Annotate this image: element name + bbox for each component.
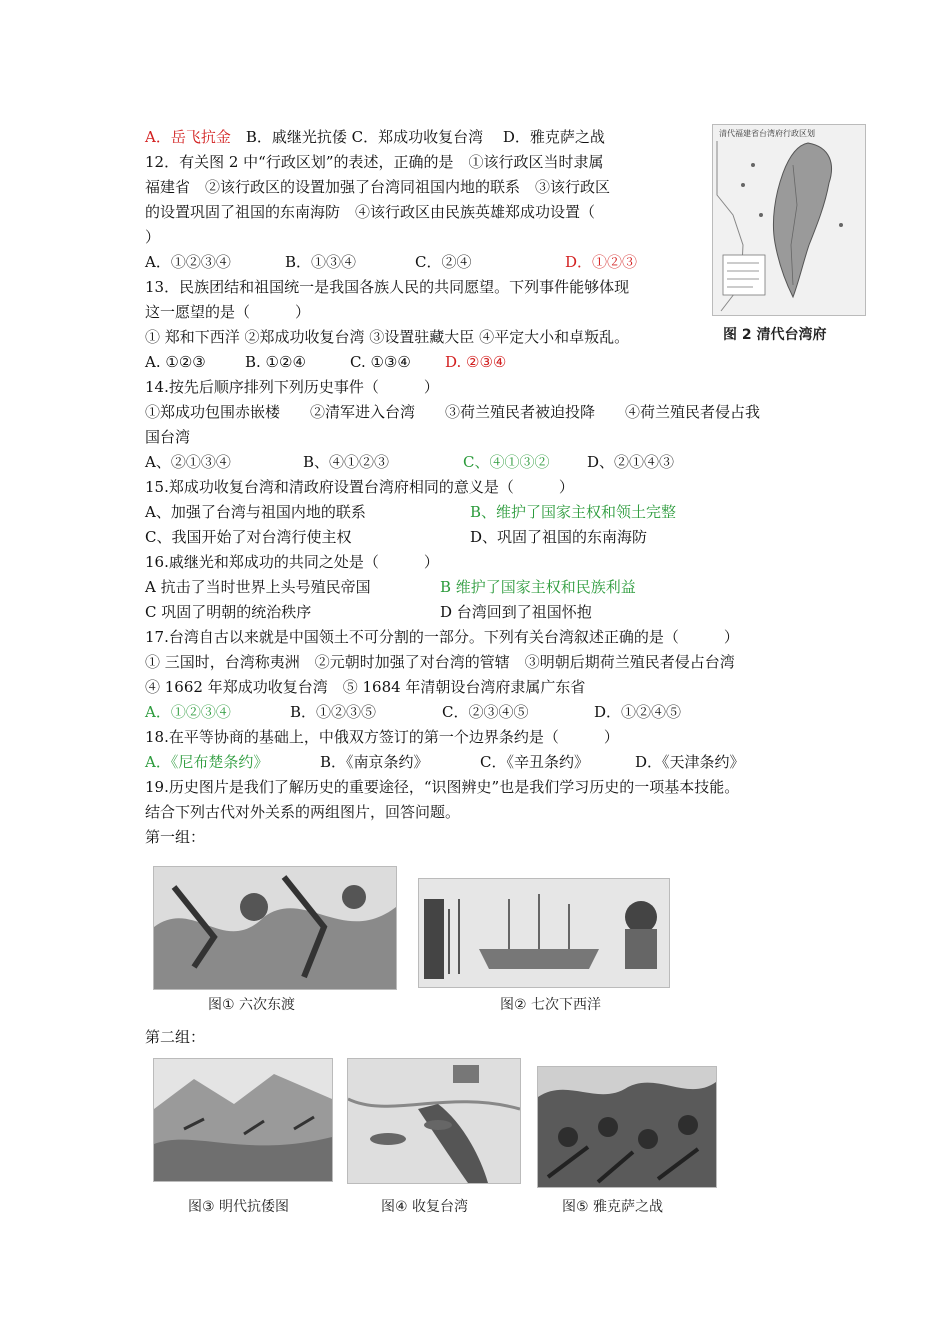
q11-options-rest: B．戚继光抗倭 C．郑成功收复台湾 D．雅克萨之战 [230, 128, 605, 146]
q12-stem-2: 福建省 ②该行政区的设置加强了台湾同祖国内地的联系 ③该行政区 [145, 178, 611, 196]
q14-options [145, 451, 674, 473]
q16-options-ab [145, 576, 636, 598]
q18-option-d: D．《天津条约》 [635, 753, 745, 771]
q13-stem-2: 这一愿望的是（ ） [145, 303, 311, 321]
fig4-caption: 图④ 收复台湾 [381, 1199, 469, 1215]
q12-options [145, 251, 637, 273]
q15-options-ab [145, 501, 676, 523]
q13-option-a: A. ①②③ [145, 353, 206, 371]
anti-pirate-scene-icon [154, 1059, 332, 1181]
q17-option-a: A．①②③④ [145, 703, 231, 721]
q19-stem-1: 19.历史图片是我们了解历史的重要途径，“识图辨史”也是我们学习历史的一项基本技能。 [145, 778, 740, 796]
group-two-label: 第二组： [145, 1028, 206, 1046]
q12-option-c: C．②④ [415, 253, 472, 271]
q13-stem-3: ① 郑和下西洋 ②郑成功收复台湾 ③设置驻藏大臣 ④平定大小和卓叛乱。 [145, 328, 630, 346]
q14-option-b: B、④①②③ [303, 453, 390, 471]
map-caption: 图 2 清代台湾府 [723, 327, 827, 343]
q14-events-1: ①郑成功包围赤嵌楼 ②清军进入台湾 ③荷兰殖民者被迫投降 ④荷兰殖民者侵占我 [145, 403, 761, 421]
q17-option-c: C．②③④⑤ [442, 703, 529, 721]
q11-options [145, 126, 605, 148]
q15-stem: 15.郑成功收复台湾和清政府设置台湾府相同的意义是（ ） [145, 478, 574, 496]
group-one-label: 第一组： [145, 828, 206, 846]
q15-option-c: C、我国开始了对台湾行使主权 [145, 528, 352, 546]
q16-option-d: D 台湾回到了祖国怀抱 [440, 603, 592, 621]
q17-options [145, 701, 681, 723]
q15-options-cd [145, 526, 647, 548]
fig5-caption: 图⑤ 雅克萨之战 [562, 1199, 664, 1215]
q14-events-2: 国台湾 [145, 428, 191, 446]
q12-option-b: B．①③④ [285, 253, 357, 271]
voyage-west-icon [419, 879, 669, 987]
fig1-image [153, 866, 397, 990]
fig1-caption: 图① 六次东渡 [208, 997, 296, 1013]
q17-stem: 17.台湾自古以来就是中国领土不可分割的一部分。下列有关台湾叙述正确的是（ ） [145, 628, 739, 646]
yaksa-battle-scene-icon [538, 1067, 716, 1187]
q14-option-a: A、②①③④ [145, 453, 231, 471]
q17-option-b: B．①②③⑤ [290, 703, 377, 721]
q18-option-b: B．《南京条约》 [320, 753, 429, 771]
fig3-image [153, 1058, 333, 1182]
q18-option-c: C．《辛丑条约》 [480, 753, 589, 771]
q16-option-a: A 抗击了当时世界上头号殖民帝国 [145, 578, 371, 596]
q17-statements-1: ① 三国时，台湾称夷洲 ②元朝时加强了对台湾的管辖 ③明朝后期荷兰殖民者侵占台湾 [145, 653, 735, 671]
voyage-east-icon [154, 867, 396, 989]
q14-stem: 14.按先后顺序排列下列历史事件（ ） [145, 378, 439, 396]
taiwan-map-icon [713, 125, 865, 315]
q17-option-d: D．①②④⑤ [594, 703, 682, 721]
q15-option-b: B、维护了国家主权和领土完整 [470, 503, 677, 521]
taiwan-map-image [712, 124, 866, 316]
taiwan-recovery-scene-icon [348, 1059, 520, 1183]
q13-options [145, 351, 506, 373]
map-title: 清代福建省台湾府行政区划 [719, 129, 815, 138]
q18-option-a: A．《尼布楚条约》 [145, 753, 269, 771]
q16-options-cd [145, 601, 592, 623]
q15-option-a: A、加强了台湾与祖国内地的联系 [145, 503, 366, 521]
q13-option-d: D. ②③④ [445, 353, 507, 371]
q12-option-d: D．①②③ [565, 253, 638, 271]
q14-option-c: C、④①③② [463, 453, 550, 471]
q12-stem-1: 12．有关图 2 中“行政区划”的表述，正确的是 ①该行政区当时隶属 [145, 153, 604, 171]
fig2-caption: 图② 七次下西洋 [500, 997, 602, 1013]
q16-option-c: C 巩固了明朝的统治秩序 [145, 603, 312, 621]
q13-stem-1: 13．民族团结和祖国统一是我国各族人民的共同愿望。下列事件能够体现 [145, 278, 630, 296]
fig3-caption: 图③ 明代抗倭图 [188, 1199, 290, 1215]
q13-option-c: C. ①③④ [350, 353, 411, 371]
q13-option-b: B. ①②④ [245, 353, 306, 371]
q16-stem: 16.戚继光和郑成功的共同之处是（ ） [145, 553, 439, 571]
q16-option-b: B 维护了国家主权和民族利益 [440, 578, 636, 596]
q12-stem-4: ） [145, 228, 161, 246]
q15-option-d: D、巩固了祖国的东南海防 [470, 528, 648, 546]
q19-stem-2: 结合下列古代对外关系的两组图片，回答问题。 [145, 803, 461, 821]
q17-statements-2: ④ 1662 年郑成功收复台湾 ⑤ 1684 年清朝设台湾府隶属广东省 [145, 678, 586, 696]
fig2-image [418, 878, 670, 988]
q18-stem: 18.在平等协商的基础上，中俄双方签订的第一个边界条约是（ ） [145, 728, 619, 746]
fig4-image [347, 1058, 521, 1184]
q14-option-d: D、②①④③ [587, 453, 675, 471]
q12-stem-3: 的设置巩固了祖国的东南海防 ④该行政区由民族英雄郑成功设置（ [145, 203, 596, 221]
q18-options [145, 751, 745, 773]
q11-option-a: A．岳飞抗金 [145, 128, 231, 146]
q12-option-a: A．①②③④ [145, 253, 231, 271]
fig5-image [537, 1066, 717, 1188]
